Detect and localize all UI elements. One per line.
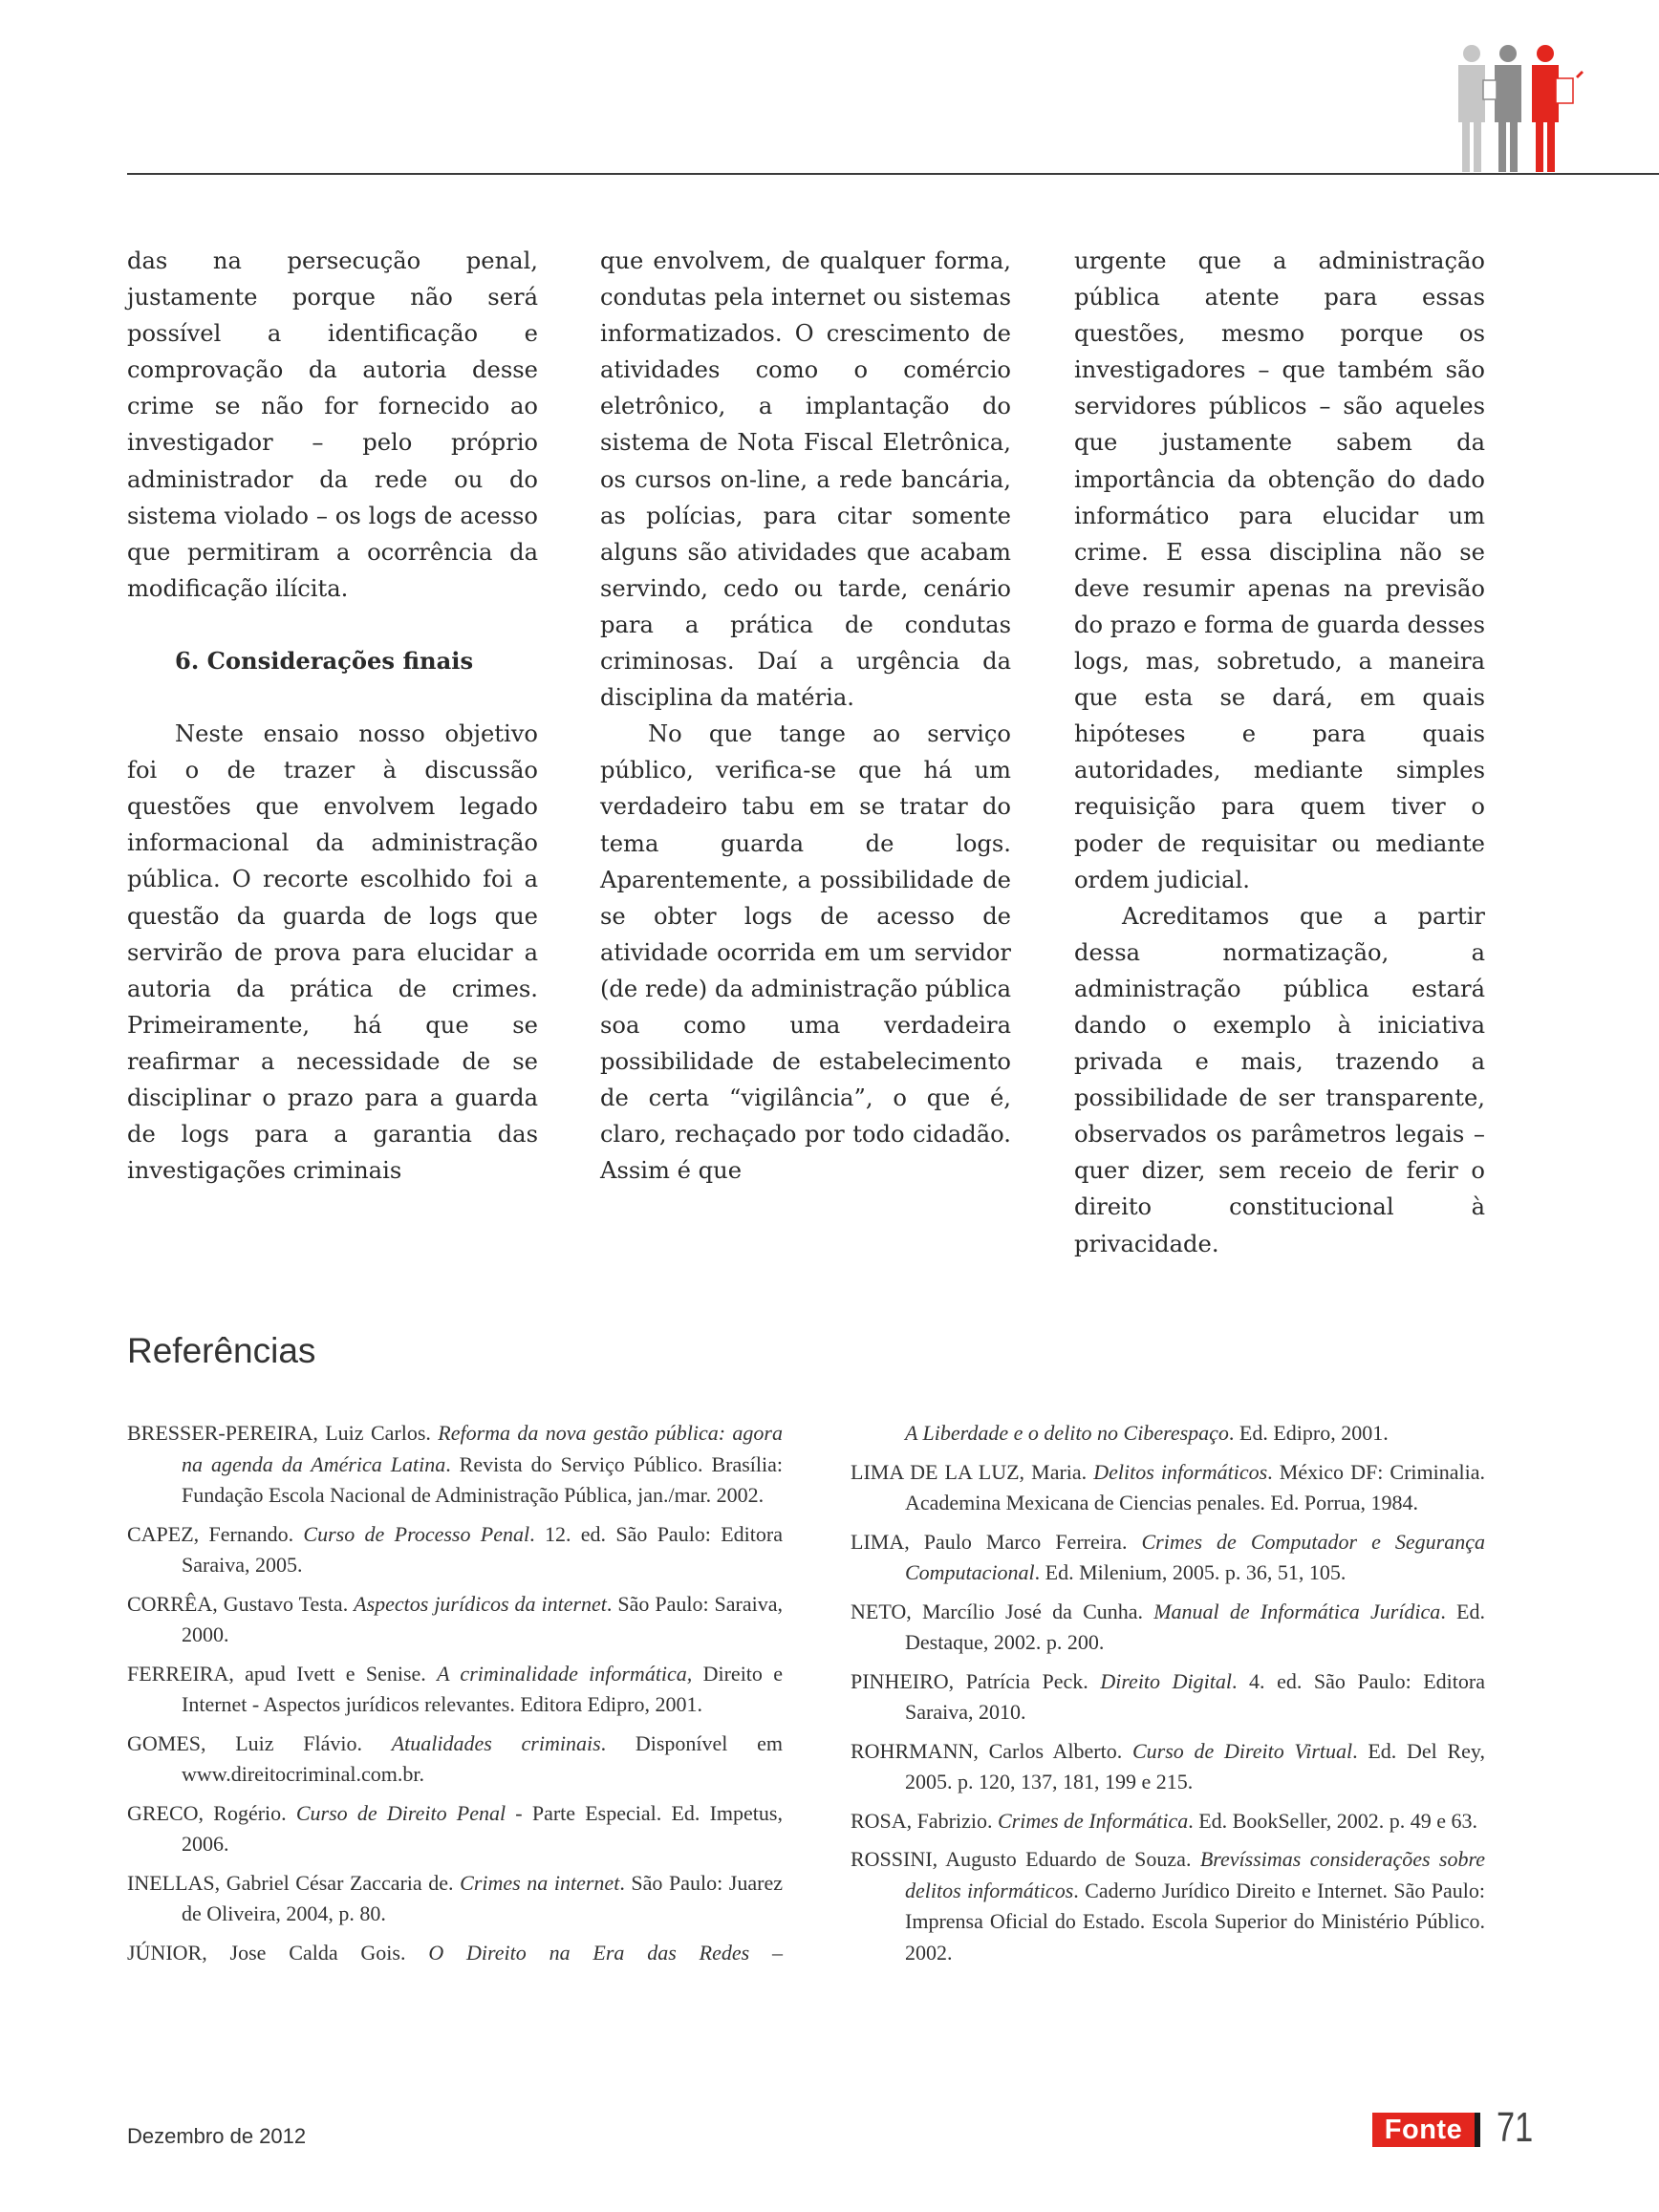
header-rule: [127, 173, 1659, 175]
reference-item: CORRÊA, Gustavo Testa. Aspectos jurídicos da internet. São Paulo: Saraiva, 2000.: [127, 1591, 783, 1646]
person-light-gray-icon: [1458, 45, 1485, 172]
fonte-brand-badge: [1372, 2113, 1480, 2147]
reference-item: ROSA, Fabrizio. Crimes de Informática. Ed. BookSeller, 2002. p. 49 e 63.: [851, 1808, 1478, 1833]
reference-continuation: A Liberdade e o delito no Ciberespaço. Ed. Edipro, 2001.: [905, 1421, 1389, 1445]
paragraph: Acreditamos que a partir dessa normatização, a administração pública estará dando o exemplo à iniciativa privada e mais, trazendo a possibilidade de ser transparente, observados os parâmetros legais – quer dizer, sem receio de ferir o direito constitucional à privacidade.: [1074, 902, 1485, 1257]
reference-item: CAPEZ, Fernando. Curso de Processo Penal. 12. ed. São Paulo: Editora Saraiva, 2005.: [127, 1521, 784, 1577]
body-column-3: [1074, 243, 1485, 1262]
section-title: 6. Considerações finais: [175, 646, 474, 675]
reference-item: LIMA, Paulo Marco Ferreira. Crimes de Computador e Segurança Computacional. Ed. Milenium, 2005. p. 36, 51, 105.: [851, 1529, 1485, 1584]
reference-item: FERREIRA, apud Ivett e Senise. A criminalidade informática, Direito e Internet - Aspectos jurídicos relevantes. Editora Edipro, 2001.: [127, 1661, 783, 1716]
reference-item: NETO, Marcílio José da Cunha. Manual de Informática Jurídica. Ed. Destaque, 2002. p. 200.: [851, 1599, 1485, 1654]
brand-name: Fonte: [1384, 2114, 1463, 2145]
reference-item: INELLAS, Gabriel César Zaccaria de. Crimes na internet. São Paulo: Juarez de Oliveira, 2004, p. 80.: [127, 1870, 783, 1925]
page-number: 71: [1497, 2104, 1534, 2151]
reference-item: PINHEIRO, Patrícia Peck. Direito Digital. 4. ed. São Paulo: Editora Saraiva, 2010.: [851, 1668, 1486, 1724]
person-dark-gray-icon: [1483, 45, 1521, 172]
body-column-1: [127, 243, 538, 1189]
reference-item: GOMES, Luiz Flávio. Atualidades criminais. Disponível em www.direitocriminal.com.br.: [127, 1730, 783, 1786]
references-column-right: [851, 1418, 1485, 1976]
reference-item: GRECO, Rogério. Curso de Direito Penal - Parte Especial. Ed. Impetus, 2006.: [127, 1800, 783, 1856]
references-column-left: [127, 1418, 783, 1976]
footer-date: Dezembro de 2012: [127, 2124, 307, 2148]
paragraph: que envolvem, de qualquer forma, condutas pela internet ou sistemas informatizados. O crescimento de atividades como o comércio eletrônico, a implantação do sistema de Nota Fiscal Eletrônica, os cursos on-line, a rede bancária, as polícias, para citar somente alguns são atividades que acabam servindo, cedo ou tarde, cenário para a prática de condutas criminosas. Daí a urgência da disciplina da matéria.: [600, 247, 1011, 712]
paragraph: No que tange ao serviço público, verifica-se que há um verdadeiro tabu em se tratar do tema guarda de logs. Aparentemente, a possibilidade de se obter logs de acesso de atividade ocorrida em um servidor (de rede) da administração pública soa como uma verdadeira possibilidade de estabelecimento de certa “vigilância”, o que é, claro, rechaçado por todo cidadão. Assim é que: [600, 720, 1011, 1185]
paragraph: das na persecução penal, justamente porque não será possível a identificação e comprovação da autoria desse crime se não for fornecido ao investigador – pelo próprio administrador da rede ou do sistema violado – os logs de acesso que permitiram a ocorrência da modificação ilícita.: [127, 247, 538, 602]
paragraph: urgente que a administração pública atente para essas questões, mesmo porque os investigadores – que também são servidores públicos – são aqueles que justamente sabem da importância da obtenção do dado informático para elucidar um crime. E essa disciplina não se deve resumir apenas na previsão do prazo e forma de guarda desses logs, mas, sobretudo, a maneira que esta se dará, em quais hipóteses e para quais autoridades, mediante simples requisição para quem tiver o poder de requisitar ou mediante ordem judicial.: [1074, 247, 1485, 893]
reference-item: ROSSINI, Augusto Eduardo de Souza. Brevíssimas considerações sobre delitos informáticos. Caderno Jurídico Direito e Internet. São Paulo: Imprensa Oficial do Estado. Escola Superior do Ministério Público. 2002.: [851, 1847, 1486, 1965]
reference-item: ROHRMANN, Carlos Alberto. Curso de Direito Virtual. Ed. Del Rey, 2005. p. 120, 137, 181, 199 e 215.: [851, 1738, 1486, 1793]
people-logo-icon: [1451, 42, 1604, 176]
person-red-icon: [1532, 45, 1584, 172]
paragraph: Neste ensaio nosso objetivo foi o de trazer à discussão questões que envolvem legado informacional da administração pública. O recorte escolhido foi a questão da guarda de logs que servirão de prova para elucidar a autoria da prática de crimes. Primeiramente, há que se reafirmar a necessidade de se disciplinar o prazo para a guarda de logs para a garantia das investigações criminais: [127, 720, 538, 1185]
body-column-2: [600, 243, 1011, 1189]
reference-item: LIMA DE LA LUZ, Maria. Delitos informáticos. México DF: Criminalia. Academina Mexicana de Ciencias penales. Ed. Porrua, 1984.: [851, 1459, 1486, 1514]
reference-item: JÚNIOR, Jose Calda Gois. O Direito na Era das Redes –: [127, 1940, 783, 1965]
reference-item: BRESSER-PEREIRA, Luiz Carlos. Reforma da nova gestão pública: agora na agenda da América Latina. Revista do Serviço Público. Brasília: Fundação Escola Nacional de Administração Pública, jan./mar. 2002.: [127, 1421, 783, 1507]
references-heading: Referências: [127, 1331, 316, 1370]
